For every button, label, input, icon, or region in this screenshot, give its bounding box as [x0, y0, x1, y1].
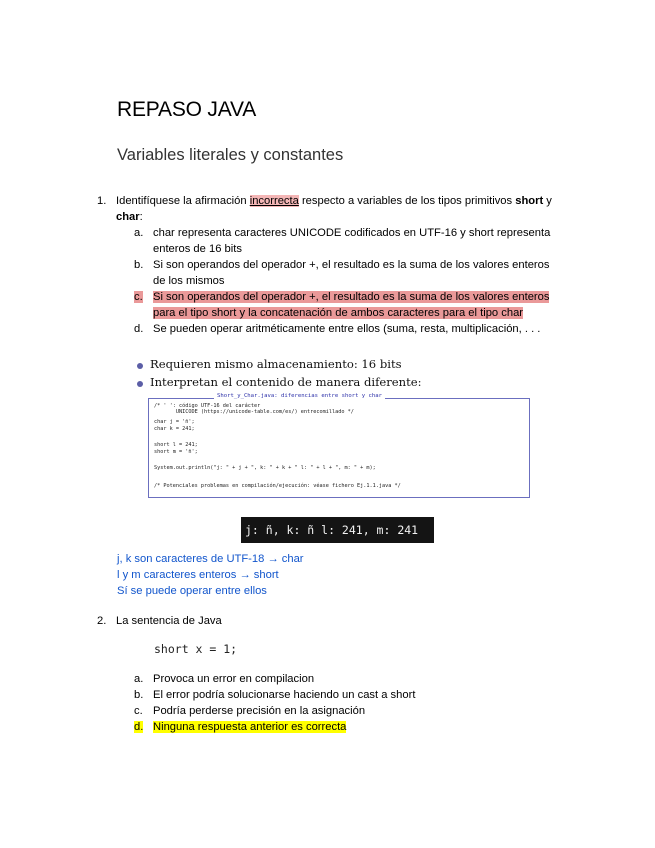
q2-option-b-letter: b.: [134, 689, 144, 701]
q2-option-d-letter: d.: [134, 721, 144, 733]
q1-option-b-line-1: Si son operandos del operador +, el resultado es la suma de los valores enteros: [153, 259, 550, 271]
page-title: REPASO JAVA: [117, 98, 257, 121]
q1-option-a-line-2: enteros de 16 bits: [153, 243, 242, 255]
code-line-6: short l = 241;: [154, 442, 198, 448]
q1-bold-short: short: [515, 195, 544, 207]
question-1-line-1: [116, 193, 552, 209]
q1-text-pre: Identifíquese la afirmación: [116, 195, 250, 207]
q1-option-c-line-2: para el tipo short y la concatenación de ambos caracteres para el tipo char: [153, 307, 524, 319]
q2-option-d-text: Ninguna respuesta anterior es correcta: [153, 721, 347, 733]
q1-option-a-letter: a.: [134, 227, 144, 239]
q1-option-d-line-1: Se pueden operar aritméticamente entre ellos (suma, resta, multiplicación, . . .: [153, 323, 541, 335]
code-line-4: char k = 241;: [154, 426, 195, 432]
code-line-11: /* Potenciales problemas en compilación/ejecución: véase fichero Ej.1.1.java */: [154, 483, 401, 489]
slide-bullet-2: Interpretan el contenido de manera diferente:: [150, 375, 422, 389]
terminal-output-text: j: ñ, k: ñ l: 241, m: 241: [245, 523, 419, 537]
q2-option-c-text: Podría perderse precisión en la asignación: [153, 705, 366, 717]
bullet-dot-1: [137, 363, 143, 369]
question-2-code: short x = 1;: [154, 642, 238, 656]
code-listing-title: Short_y_Char.java: diferencias entre short y char: [214, 393, 385, 399]
terminal-output: [241, 517, 434, 543]
code-line-2: UNICODE (https://unicode-table.com/es/) entrecomillado */: [154, 409, 354, 415]
q1-option-c-letter: c.: [134, 291, 143, 303]
q1-option-b-letter: b.: [134, 259, 144, 271]
code-line-3: char j = 'ñ';: [154, 419, 195, 425]
q1-bold-char: char: [116, 211, 140, 223]
q2-option-b-text: El error podría solucionarse haciendo un cast a short: [153, 689, 416, 701]
question-1-line-2: [116, 209, 143, 225]
q2-option-c-letter: c.: [134, 705, 143, 717]
code-line-7: short m = 'ñ';: [154, 449, 198, 455]
q1-option-b-line-2: de los mismos: [153, 275, 225, 287]
note-line-1: j, k son caracteres de UTF-18 → char: [117, 553, 304, 565]
question-2-number: 2.: [97, 615, 107, 627]
q1-highlight-incorrecta: incorrecta: [249, 195, 299, 207]
question-1-number: 1.: [97, 195, 107, 207]
q2-option-a-text: Provoca un error en compilacion: [153, 673, 315, 685]
note-line-2: l y m caracteres enteros → short: [117, 569, 279, 581]
question-2-text: La sentencia de Java: [116, 615, 222, 627]
code-line-1: /* ' ': código UTF-16 del carácter: [154, 403, 261, 409]
q1-text-mid: respecto a variables de los tipos primitivos: [298, 195, 516, 207]
bullet-dot-2: [137, 381, 143, 387]
q1-option-a-line-1: char representa caracteres UNICODE codificados en UTF-16 y short representa: [153, 227, 551, 239]
q1-text-post: y: [543, 195, 552, 207]
q1-option-c-line-1: Si son operandos del operador +, el resultado es la suma de los valores enteros: [153, 291, 550, 303]
q1-colon: :: [139, 211, 143, 223]
page-subtitle: Variables literales y constantes: [117, 146, 344, 164]
note-line-3: Sí se puede operar entre ellos: [117, 585, 267, 597]
q1-option-d-letter: d.: [134, 323, 144, 335]
code-line-9: System.out.println("j: " + j + ", k: " + k + " l: " + l + ", m: " + m);: [154, 465, 376, 471]
slide-bullet-1: Requieren mismo almacenamiento: 16 bits: [150, 357, 402, 371]
q2-option-a-letter: a.: [134, 673, 144, 685]
